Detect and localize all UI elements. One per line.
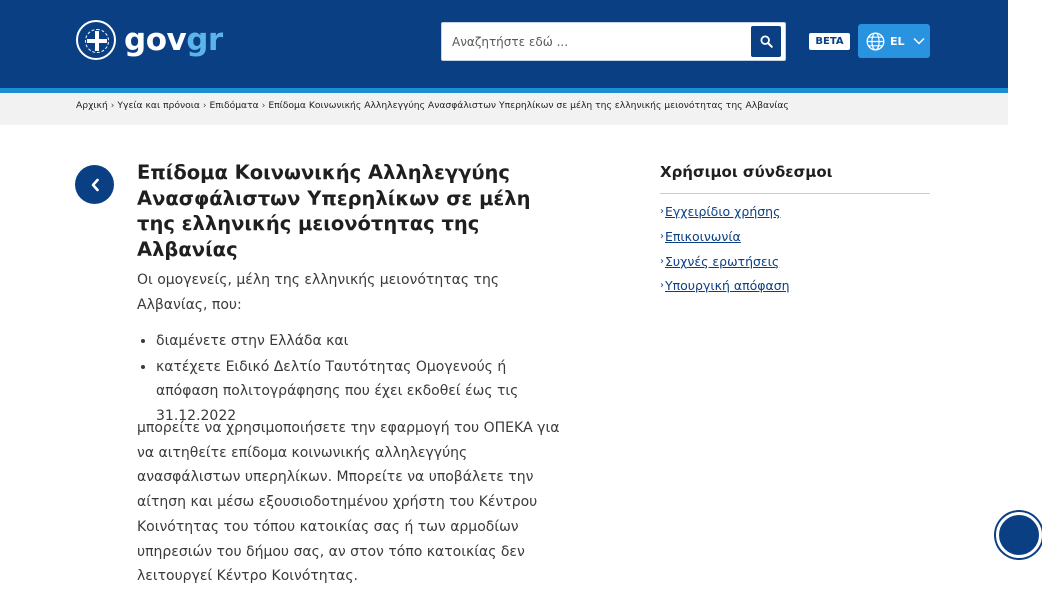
- search-input[interactable]: [442, 23, 750, 60]
- useful-links-list: [660, 200, 790, 299]
- site-header: [0, 0, 1008, 88]
- chevron-right-icon: ›: [660, 280, 664, 292]
- chevron-left-icon: [90, 178, 100, 192]
- globe-icon: [866, 32, 885, 51]
- govgr-logo[interactable]: [76, 20, 223, 60]
- link-ministerial-decision[interactable]: Υπουργική απόφαση: [665, 278, 790, 294]
- chevron-right-icon: ›: [660, 206, 664, 218]
- search-button[interactable]: [751, 26, 781, 57]
- breadcrumb-current: Επίδομα Κοινωνικής Αλληλεγγύης Ανασφάλιστων Υπερηλίκων σε μέλη της ελληνικής μειονότητας της Αλβανίας: [268, 100, 789, 111]
- breadcrumb: [76, 100, 789, 111]
- greek-emblem-icon: [76, 20, 116, 60]
- breadcrumb-benefits[interactable]: Επιδόματα: [209, 100, 259, 111]
- useful-link-item: [660, 200, 790, 225]
- link-contact[interactable]: Επικοινωνία: [665, 229, 741, 245]
- breadcrumb-separator-icon: ›: [110, 100, 115, 111]
- logo-wordmark: govgr: [124, 22, 223, 58]
- useful-link-item: [660, 225, 790, 250]
- language-label: EL: [890, 34, 905, 48]
- sidebar-divider: [660, 193, 930, 194]
- chevron-right-icon: ›: [660, 255, 664, 267]
- useful-link-item: [660, 249, 790, 274]
- breadcrumb-health-welfare[interactable]: Υγεία και πρόνοια: [117, 100, 200, 111]
- useful-links-title: Χρήσιμοι σύνδεσμοι: [660, 163, 833, 181]
- help-chat-button[interactable]: [996, 512, 1042, 558]
- body-text: μπορείτε να χρησιμοποιήσετε την εφαρμογή του ΟΠΕΚΑ για να αιτηθείτε επίδομα κοινωνικής αλληλεγγύης ανασφάλιστων υπερηλίκων. Μπορείτε να υποβάλετε την αίτηση και μέσω εξουσιοδοτημένου χρήστη του Κέντρου Κοινότητας του τόπου κατοικίας σας ή των αρμοδίων υπηρεσιών του δήμου σας, αν στον τόπο κατοικίας δεν λειτουργεί Κέντρο Κοινότητας.: [137, 420, 560, 585]
- chevron-right-icon: ›: [660, 231, 664, 243]
- link-faq[interactable]: Συχνές ερωτήσεις: [665, 253, 780, 269]
- beta-badge: BETA: [809, 33, 850, 50]
- language-selector[interactable]: [858, 24, 930, 58]
- bullet-icon: [141, 365, 145, 369]
- list-item: διαμένετε στην Ελλάδα και: [137, 329, 567, 354]
- search-icon: [760, 35, 773, 48]
- search-box: [441, 22, 786, 61]
- conditions-list: [137, 329, 567, 430]
- page-title: Επίδομα Κοινωνικής Αλληλεγγύης Ανασφάλιστων Υπερηλίκων σε μέλη της ελληνικής μειονότητας της Αλβανίας: [137, 161, 531, 261]
- back-button[interactable]: [75, 165, 114, 204]
- breadcrumb-home[interactable]: Αρχική: [76, 100, 108, 111]
- bullet-icon: [141, 339, 145, 343]
- chevron-down-icon: [913, 37, 925, 45]
- link-user-manual[interactable]: Εγχειρίδιο χρήσης: [665, 204, 781, 220]
- intro-text: Οι ομογενείς, μέλη της ελληνικής μειονότητας της Αλβανίας, που:: [137, 272, 500, 313]
- useful-link-item: [660, 274, 790, 299]
- breadcrumb-separator-icon: ›: [261, 100, 266, 111]
- list-item: κατέχετε Ειδικό Δελτίο Ταυτότητας Ομογενούς ή απόφαση πολιτογράφησης που έχει εκδοθεί έως τις 31.12.2022: [137, 355, 567, 429]
- breadcrumb-separator-icon: ›: [202, 100, 207, 111]
